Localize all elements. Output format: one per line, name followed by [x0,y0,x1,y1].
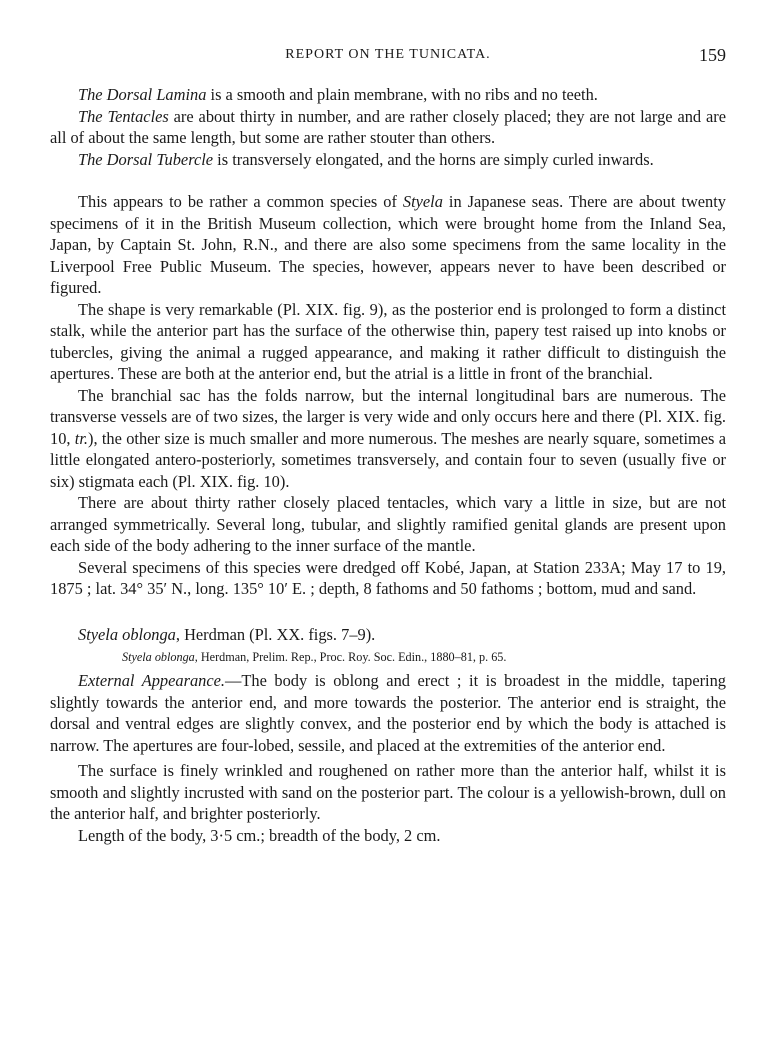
section-gap [50,600,726,624]
body-text [50,84,726,846]
species-reference [50,648,726,667]
styela-p1-b: in Japanese seas. There are about twenty specimens of it in the British Museum collection, which were brought home from the Inland Sea, Japan, by Captain St. John, R.N., and there are also some specimens from the same locality in the Liverpool Free Public Museum. The species, however, appears never to have been described or figured. [50,192,726,297]
styela-p3-tr: tr. [74,428,89,448]
surface-paragraph: The surface is finely wrinkled and roughened on rather more than the anterior half, whilst it is smooth and slightly incrusted with sand on the posterior part. The colour is a yellowish-brown, dull on the anterior half, and brighter posteriorly. [50,761,726,823]
reference-name: Styela oblonga [122,650,195,664]
external-appearance-text: —The body is oblong and erect ; it is broadest in the middle, tapering slightly towards the anterior end, and more towards the posterior. The anterior end is straight, the dorsal and ventral edges are slightly convex, and the posterior end by which the body is attached is narrow. The apertures are four-lobed, sessile, and placed at the extremities of the anterior end. [50,671,726,755]
styela-paragraph-4: There are about thirty rather closely placed tentacles, which vary a little in size, but are not arranged symmetrically. Several long, tubular, and slightly ramified genital glands are present upon each side of the body adhering to the inner surface of the mantle. [50,493,726,555]
dorsal-lamina-text: is a smooth and plain membrane, with no ribs and no teeth. [206,85,598,104]
page-number: 159 [699,45,726,65]
tentacles-lead: The Tentacles [78,106,169,126]
styela-genus: Styela [402,192,443,211]
styela-p3-a: The branchial sac has the folds narrow, but the internal longitudinal bars are numerous. The transverse vessels are of two sizes, the larger is very wide and only occurs here and there (Pl. XIX. fig. 10, [50,385,726,448]
dorsal-tubercle-lead: The Dorsal Tubercle [78,149,214,169]
length-paragraph: Length of the body, 3·5 cm.; breadth of the body, 2 cm. [78,825,441,845]
dorsal-tubercle-paragraph [50,149,726,171]
styela-paragraph-1 [50,191,726,299]
dorsal-lamina-paragraph [50,84,726,106]
styela-p1-a: This appears to be rather a common species of [78,192,403,211]
external-appearance-paragraph [50,670,726,756]
dorsal-lamina-lead: The Dorsal Lamina [78,85,207,104]
tentacles-paragraph [50,106,726,149]
species-heading [50,624,726,646]
dorsal-tubercle-text: is transversely elongated, and the horns are simply curled inwards. [213,149,654,169]
styela-p3-b: ), the other size is much smaller and more numerous. The meshes are nearly square, sometimes a little elongated antero-posteriorly, sometimes transversely, and contain four to seven (usually five or six) stigmata each (Pl. XIX. fig. 10). [50,428,726,491]
external-appearance-lead: External Appearance. [78,671,225,690]
page-header [50,47,726,71]
species-heading-rest: , Herdman (Pl. XX. figs. 7–9). [175,624,376,644]
styela-paragraph-2: The shape is very remarkable (Pl. XIX. fig. 9), as the posterior end is prolonged to form a distinct stalk, while the anterior part has the surface of the otherwise thin, papery test raised up into knobs or tubercles, giving the animal a rugged appearance, and making it rather difficult to distinguish the apertures. These are both at the anterior end, but the atrial is a little in front of the branchial. [50,299,726,383]
running-title: REPORT ON THE TUNICATA. [285,47,491,62]
styela-paragraph-3 [50,385,726,493]
styela-paragraph-5: Several specimens of this species were dredged off Kobé, Japan, at Station 233A; May 17 to 19, 1875 ; lat. 34° 35′ N., long. 135° 10′ E. ; depth, 8 fathoms and 50 fathoms ; bottom, mud and sand. [50,557,726,598]
species-heading-name: Styela oblonga [78,624,176,644]
tentacles-text: are about thirty in number, and are rather closely placed; they are not large and are all of about the same length, but some are rather stouter than others. [50,106,726,147]
reference-rest: , Herdman, Prelim. Rep., Proc. Roy. Soc. Edin., 1880–81, p. 65. [194,650,507,664]
section-gap [50,170,726,191]
